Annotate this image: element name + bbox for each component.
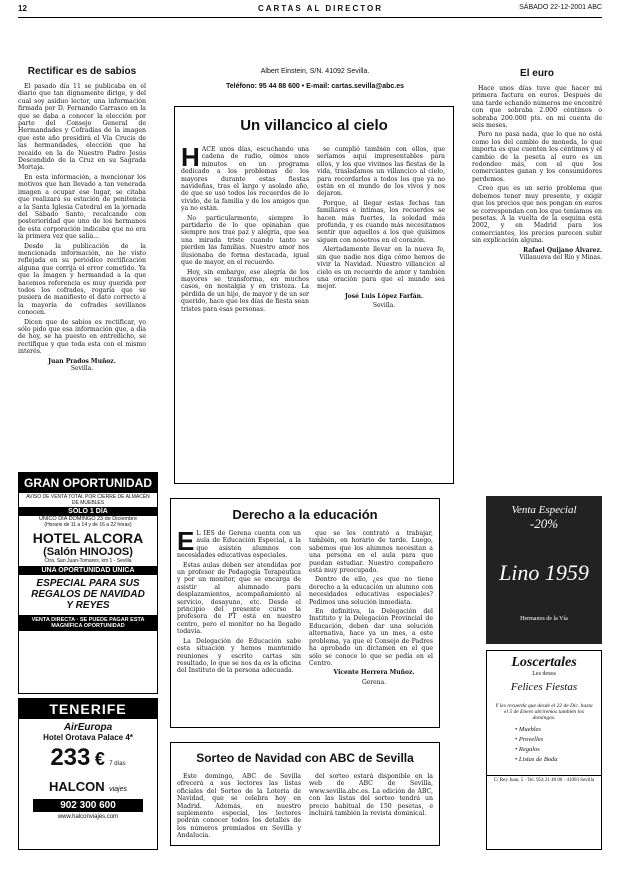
ad-item: • Regalos	[515, 746, 540, 753]
ad-hotel: HOTEL ALCORA	[32, 530, 144, 546]
paragraph: No particularmente, siempre lo partidario de lo que opinaban que siempre nos trae paz y alegría, que sea una mirada triste cuando tanto se pierden las familias. Nuestro amor nos ilusionaba de forma destacada, igual que de mayor, en el recuerdo.	[181, 214, 309, 267]
ad-subtitle: SÓLO 1 DÍA	[19, 507, 157, 516]
header-rule	[18, 17, 602, 18]
ad-tenerife	[18, 698, 158, 850]
ad-item: • Muebles	[515, 726, 541, 733]
ad-loscertales	[486, 650, 602, 850]
letter-column-2	[317, 146, 445, 315]
ad-currency: €	[94, 749, 105, 769]
ad-price-row	[19, 744, 157, 772]
paragraph: Dicen que de sabios es rectificar, yo sólo pido que esa información que, a día de hoy, se ha puesto en entredicho, se rectifique y que toda esta con el mismo interés.	[18, 318, 146, 356]
paragraph: En definitiva, la Delegación del Instituto y la Delegación Provincial de Educación, deben dar una solución alternativa, hace ya un mes, a este problema, ya que el Consejo de Padres ha aprobado un dictamen en el que sólo se conoce lo que se pedía en el Centro.	[309, 608, 433, 667]
ad-footer: C/ Rey Juan, 5 · Tel. 954 21 40 00 · 41003 Sevilla	[487, 775, 601, 783]
ad-line: Venta Especial	[511, 504, 577, 516]
contact-address	[200, 68, 430, 90]
section-title: CARTAS AL DIRECTOR	[258, 4, 384, 13]
ad-special: Y REYES	[66, 600, 110, 611]
signature-city: Villanueva del Río y Minas.	[519, 253, 602, 261]
letter-rectificar	[18, 66, 146, 374]
letter-title: Rectificar es de sabios	[27, 66, 137, 77]
letter-title: El euro	[520, 68, 554, 79]
paragraph: Estas aulas deben ser atendidas por un profesor de Pedagogía Terapéutica y por un monitor, que se encarga de asistir al alumnado para desplazamientos, acompañamiento al servicio, desayuno, etc. Desde el principio del presente curso la profesora de PT está en nuestro centro, pero el monitor no ha llegado todavía.	[177, 561, 301, 636]
ad-title: GRAN OPORTUNIDAD	[19, 473, 157, 493]
ad-note: Y les recuerda que desde el 22 de Dic. hasta el 5 de Enero abriremos también los domingos.	[495, 703, 593, 721]
ad-hours: (Horario de 11 a 14 y de 16 a 22 horas)	[44, 522, 132, 528]
ad-gran-oportunidad	[18, 472, 158, 694]
drop-cap: E	[177, 526, 195, 556]
ad-wish: Felices Fiestas	[510, 681, 578, 693]
letter-educacion	[170, 498, 440, 728]
signature-city: Sevilla.	[372, 302, 396, 310]
ad-brand: HALCON	[49, 779, 105, 794]
letter-title: Un villancico al cielo	[240, 117, 388, 134]
address-line: Albert Einstein, S/N. 41092 Sevilla.	[260, 68, 370, 75]
signature: Vicente Herrera Muñoz.	[333, 669, 415, 677]
signature: Juan Prados Muñoz.	[48, 357, 116, 365]
ad-item: • Listas de Boda	[515, 756, 558, 763]
ad-duration: 7 días	[109, 761, 126, 767]
letter-title: Derecho a la educación	[232, 507, 378, 522]
ad-price: 233	[50, 744, 91, 771]
ad-subtitle: AVISO DE VENTA TOTAL POR CIERRE DE ALMACÉN DE MUEBLES	[26, 494, 150, 506]
paragraph: Hoy, sin embargo, ese alegría de los mayores se transforma, en muchos casos, en nostalgia y en tristeza. La pérdida de un hijo, de mayor y de un ser querido, hace que los días de fiesta sean tristes para esas personas.	[181, 268, 309, 313]
ad-item: • Provelles	[515, 736, 544, 743]
notice-sorteo	[170, 742, 440, 846]
letter-column-1	[181, 142, 309, 315]
ad-phone: 902 300 600	[33, 799, 143, 812]
paragraph: que se les contrató a trabajar, también, en horario de tarde. Luego, sabemos que los alumnos necesitan a una persona en el aula para que puedan estudiar. Nuestro compañero está muy preocupado.	[309, 530, 433, 575]
ad-brand-row	[19, 778, 157, 796]
phone-email-line: Teléfono: 95 44 88 600 • E-mail: cartas.sevilla@abc.es	[225, 83, 404, 90]
notice-column-1	[177, 773, 301, 842]
paragraph: En esta información, a mencionar los motivos que han llevado a tan venerada imagen a ocupar ese lugar, se citaba que realizará su estación de penitencia a la Santa Iglesia Catedral en la jornada del Sábado Santo, recalcando con posterioridad que uno de los hermanos de esta corporación indicaba que no era la primera vez que salía...	[18, 173, 146, 241]
ad-special: REGALOS DE NAVIDAD	[31, 589, 145, 600]
signature: Rafael Quijano Álvarez.	[523, 246, 602, 254]
page-date: SÁBADO 22-12-2001 ABC	[519, 4, 602, 11]
letter-body	[472, 85, 602, 245]
paragraph: del sorteo estará disponible en la web de ABC de Sevilla, www.sevilla.abc.es. La edición de ABC, con las listas del sorteo tendrá un precio habitual de 150 pesetas, e incluirá también la revista dominical.	[309, 773, 433, 818]
paragraph: L IES de Gerena cuenta con un aula de Educación Especial, a la que asisten alumnos con necesidades educativas especiales.	[177, 530, 301, 560]
letter-villancico	[174, 106, 454, 484]
paragraph: El pasado día 11 se publicaba en el diario que tan dignamente dirige, y del cual soy asiduo lector, una información firmada por D. Fernando Carrasco en la que se daba a conocer la elección por parte del Consejo General de Hermandades y Cofradías de la imagen que este año presidirá el Vía Crucis de las hermandades, elección que ha recaído en la de Nuestro Padre Jesús Descendido de la Cruz en su Sagrada Mortaja.	[18, 83, 146, 172]
signature-city: Sevilla.	[70, 364, 94, 372]
ad-address: Ctra. San Juan-Tomares, km 1 - Sevilla	[44, 558, 132, 564]
ad-discount: -20%	[529, 516, 559, 531]
paragraph: La Delegación de Educación sabe esta situación y hemos mantenido reuniones y escrito cartas sin resultado, lo que se nos da es la oficina del Instituto de la persona adecuada.	[177, 637, 301, 675]
letter-column-2	[309, 530, 433, 688]
ad-footer: Hermanos de la Vía	[520, 616, 568, 622]
ad-brand: Lino 1959	[499, 560, 589, 585]
letter-column-1	[177, 526, 301, 688]
ad-sub: Les desea	[532, 671, 556, 677]
paragraph: Hace unos días tuve que hacer mi primera factura en euros. Después de una tarde echando números me encontré con que sobraba 2.000 céntimos o sobraba 200.000 pts. en mi cuenta de seis meses.	[472, 85, 602, 130]
ad-note: VENTA DIRECTA · SE PUEDE PAGAR ESTA MAGNÍFICA OPORTUNIDAD	[19, 615, 157, 631]
paragraph: Desde la publicación de la mencionada información, no he visto reflejada en su periódico rectificación alguna que corrija el error cometido. Ya que la imagen y hermandad a la que hacemos referencia es muy querida por todos los cofrades, rogaría que se pusiera de manifiesto el dato correcto a la mayoría de cofrades sevillanos conocen.	[18, 242, 146, 317]
ad-title: TENERIFE	[19, 699, 157, 719]
paragraph: Creo que es un serio problema que debemos tener muy presente, y exigir que los precios que nos pongan en euros se correspondan con los que teníamos en pesetas. A la vuelta de la esquina está 2002, y en Madrid para los comerciantes, los precios parecen subir sin explicación alguna.	[472, 185, 602, 245]
paragraph: Alertadamente llevar en la nueva fe, sin que nadie nos diga cómo hemos de vivir la Navidad. Nuestro villancico al cielo es un recuerdo de amor y también una oración para que el mundo sea mejor.	[317, 246, 445, 291]
ad-airline: AirEuropa	[63, 722, 113, 733]
paragraph: se cumplió también con ellos, que seríamos aquí impresentables para ellos, y los que vivimos las fiestas de la vida, trasladamos un villancico al cielo, para recordarlos a todos los que ya no están en el mundo de los vivos y nos dejaron.	[317, 146, 445, 198]
drop-cap: H	[181, 142, 200, 172]
ad-salon: (Salón HINOJOS)	[43, 546, 133, 558]
paragraph: ACE unos días, escuchando una cadena de radio, oímos unos minutos en un programa dedicado a los problemas de los mayores durante estas fiestas navideñas, tras el largo y asolado año, de que se usó todos los recuerdos de lo vivido, de la familia y de los amigos que ya no están.	[181, 146, 309, 213]
ad-hotel: Hotel Orotava Palace 4*	[43, 733, 133, 742]
signature-city: Gerena.	[361, 678, 387, 686]
ad-brand: Loscertales	[511, 655, 577, 670]
paragraph: Este domingo, ABC de Sevilla ofrecerá a sus lectores las listas oficiales del Sorteo de la Lotería de Navidad, que se celebra hoy en Madrid. Además, en nuestro suplemento especial, los lectores podrán conocer todos los detalles de los números premiados en Sevilla y Andalucía.	[177, 773, 301, 840]
ad-web: www.halconviajes.com	[57, 814, 119, 820]
paragraph: Porque, al llegar estas fechas tan familiares e íntimas, los recuerdos se hacen más fuertes, la soledad más profunda, y es cuando más necesitamos sentir que aquellos a los que quisimos siguen con nosotros en el corazón.	[317, 199, 445, 244]
ad-date: ÚNICO DÍA DOMINGO 23 de Diciembre	[38, 516, 138, 522]
ad-lino	[486, 496, 602, 644]
letter-euro	[472, 68, 602, 263]
signature: José Luis López Farfán.	[344, 292, 424, 300]
ad-brand-sub: viajes	[109, 786, 127, 793]
notice-title: Sorteo de Navidad con ABC de Sevilla	[196, 751, 414, 765]
notice-column-2	[309, 773, 433, 842]
ad-items	[515, 725, 601, 765]
paragraph: Pero no pasa nada, que lo que no está como los del cambio de moneda, lo que importa es que cuenten los céntimos y el cambio de la peseta al euro es un redondeo más, con el que los comerciantes ganan y los consumidores perdemos.	[472, 131, 602, 183]
page-header	[18, 4, 602, 16]
letter-body	[18, 83, 146, 356]
ad-opportunity: UNA OPORTUNIDAD ÚNICA	[19, 566, 157, 575]
paragraph: Dentro de ello, ¿es que no tiene derecho a la educación un alumno con necesidades educativas especiales? Pedimos una solución inmediata.	[309, 576, 433, 606]
page-number: 12	[18, 4, 27, 13]
ad-special: ESPECIAL PARA SUS	[36, 578, 140, 589]
